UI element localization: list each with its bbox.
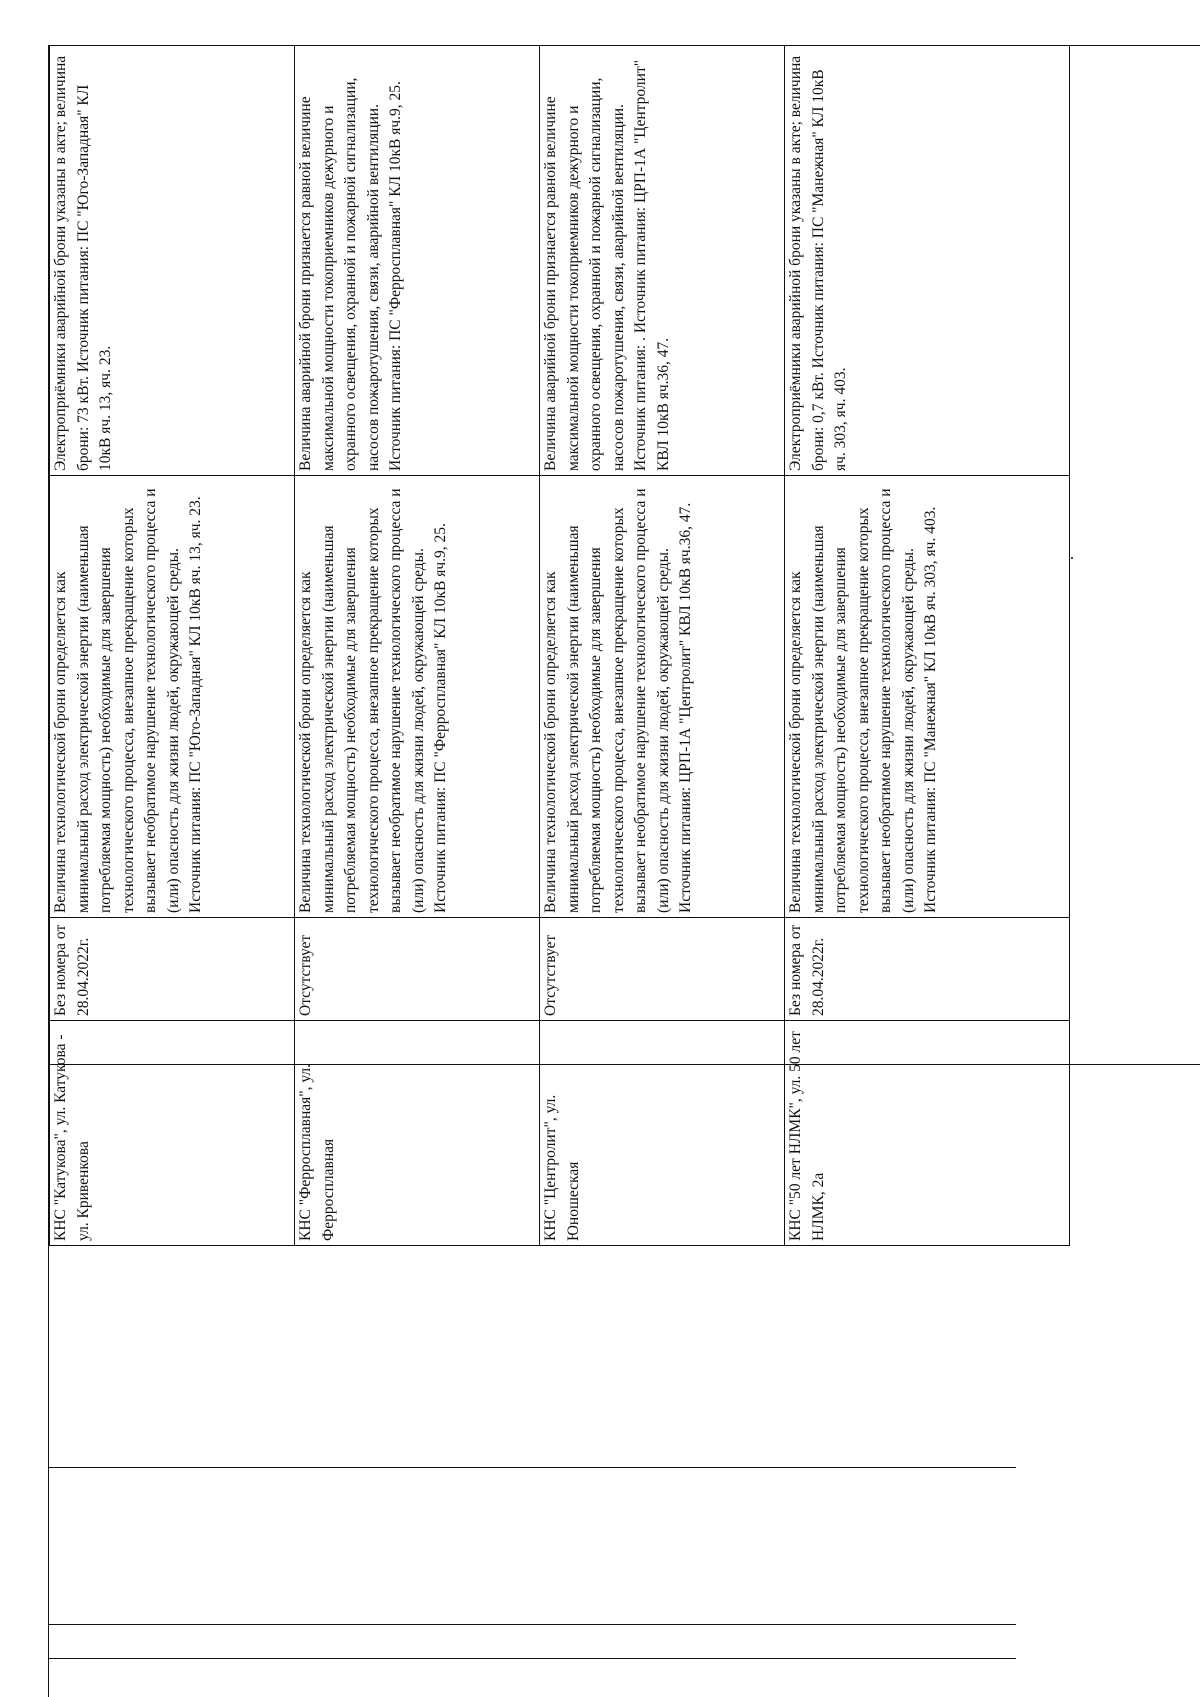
rotated-table-content (49, 46, 1069, 1246)
technological-reserve-cell: Величина технологической брони определяется как минимальный расход электрической энергии (наименьшая потребляемая мощность) необходимые для завершения технологического процесса, внезапное прекращение которых вызывает необратимое нарушение технологического процесса и (или) опасность для жизни людей, окружающей среды. Источник питания: ПС "Юго-Западная" КЛ 10кВ яч. 13, яч. 23. (50, 476, 295, 918)
emergency-reserve-cell: Величина аварийной брони признается равной величине максимальной мощности токоприемников дежурного и охранного освещения, охранной и пожарной сигнализации, насосов пожаротушения, связи, аварийной вентиляции. Источник питания: . Источник питания: ЦРП-1А "Центролит" КВЛ 10кВ яч.36, 47. (540, 46, 785, 476)
act-cell: Без номера от 28.04.2022г. (50, 918, 295, 1021)
facility-name-cell: КНС "50 лет НЛМК", ул. 50 лет НЛМК, 2а (785, 1021, 1070, 1246)
table-row (50, 46, 295, 1246)
emergency-reserve-cell: Электроприёмники аварийной брони указаны в акте; величина брони: 0,7 кВт. Источник питания: ПС "Манежная" КЛ 10кВ яч. 303, яч. 403. (785, 46, 1070, 476)
technological-reserve-cell: Величина технологической брони определяется как минимальный расход электрической энергии (наименьшая потребляемая мощность) необходимые для завершения технологического процесса, внезапное прекращение которых вызывает необратимое нарушение технологического процесса и (или) опасность для жизни людей, окружающей среды. Источник питания: ПС "Манежная" КЛ 10кВ яч. 303, яч. 403. (785, 476, 1070, 918)
margin-rule (48, 1065, 49, 1697)
table-row (785, 46, 1070, 1246)
divider-line (48, 1467, 1016, 1468)
emergency-reserve-cell: Электроприёмники аварийной брони указаны в акте; величина брони: 73 кВт. Источник питания: ПС "Юго-Западная" КЛ 10кВ яч. 13, яч. 23. (50, 46, 295, 476)
act-cell: Отсутствует (540, 918, 785, 1021)
facility-name-cell: КНС "Центролит", ул. Юношеская (540, 1021, 785, 1246)
act-cell: Без номера от 28.04.2022г. (785, 918, 1070, 1021)
divider-line (48, 1624, 1016, 1625)
divider-line (48, 1658, 1016, 1659)
rotated-table-frame (48, 45, 1200, 1241)
technological-reserve-cell: Величина технологической брони определяется как минимальный расход электрической энергии (наименьшая потребляемая мощность) необходимые для завершения технологического процесса, внезапное прекращение которых вызывает необратимое нарушение технологического процесса и (или) опасность для жизни людей, окружающей среды. Источник питания: ПС "Ферросплавная" КЛ 10кВ яч.9, 25. (295, 476, 540, 918)
scan-speck (1071, 557, 1073, 559)
power-reserve-table (49, 45, 1070, 1246)
table-row (295, 46, 540, 1246)
table-row (540, 46, 785, 1246)
emergency-reserve-cell: Величина аварийной брони признается равной величине максимальной мощности токоприемников дежурного и охранного освещения, охранной и пожарной сигнализации, насосов пожаротушения, связи, аварийной вентиляции. Источник питания: ПС "Ферросплавная" КЛ 10кВ яч.9, 25. (295, 46, 540, 476)
act-cell: Отсутствует (295, 918, 540, 1021)
facility-name-cell: КНС "Катукова", ул. Катукова - ул. Кривенкова (50, 1021, 295, 1246)
facility-name-cell: КНС "Ферросплавная", ул. Ферросплавная (295, 1021, 540, 1246)
technological-reserve-cell: Величина технологической брони определяется как минимальный расход электрической энергии (наименьшая потребляемая мощность) необходимые для завершения технологического процесса, внезапное прекращение которых вызывает необратимое нарушение технологического процесса и (или) опасность для жизни людей, окружающей среды. Источник питания: ЦРП-1А "Центролит" КВЛ 10кВ яч.36, 47. (540, 476, 785, 918)
